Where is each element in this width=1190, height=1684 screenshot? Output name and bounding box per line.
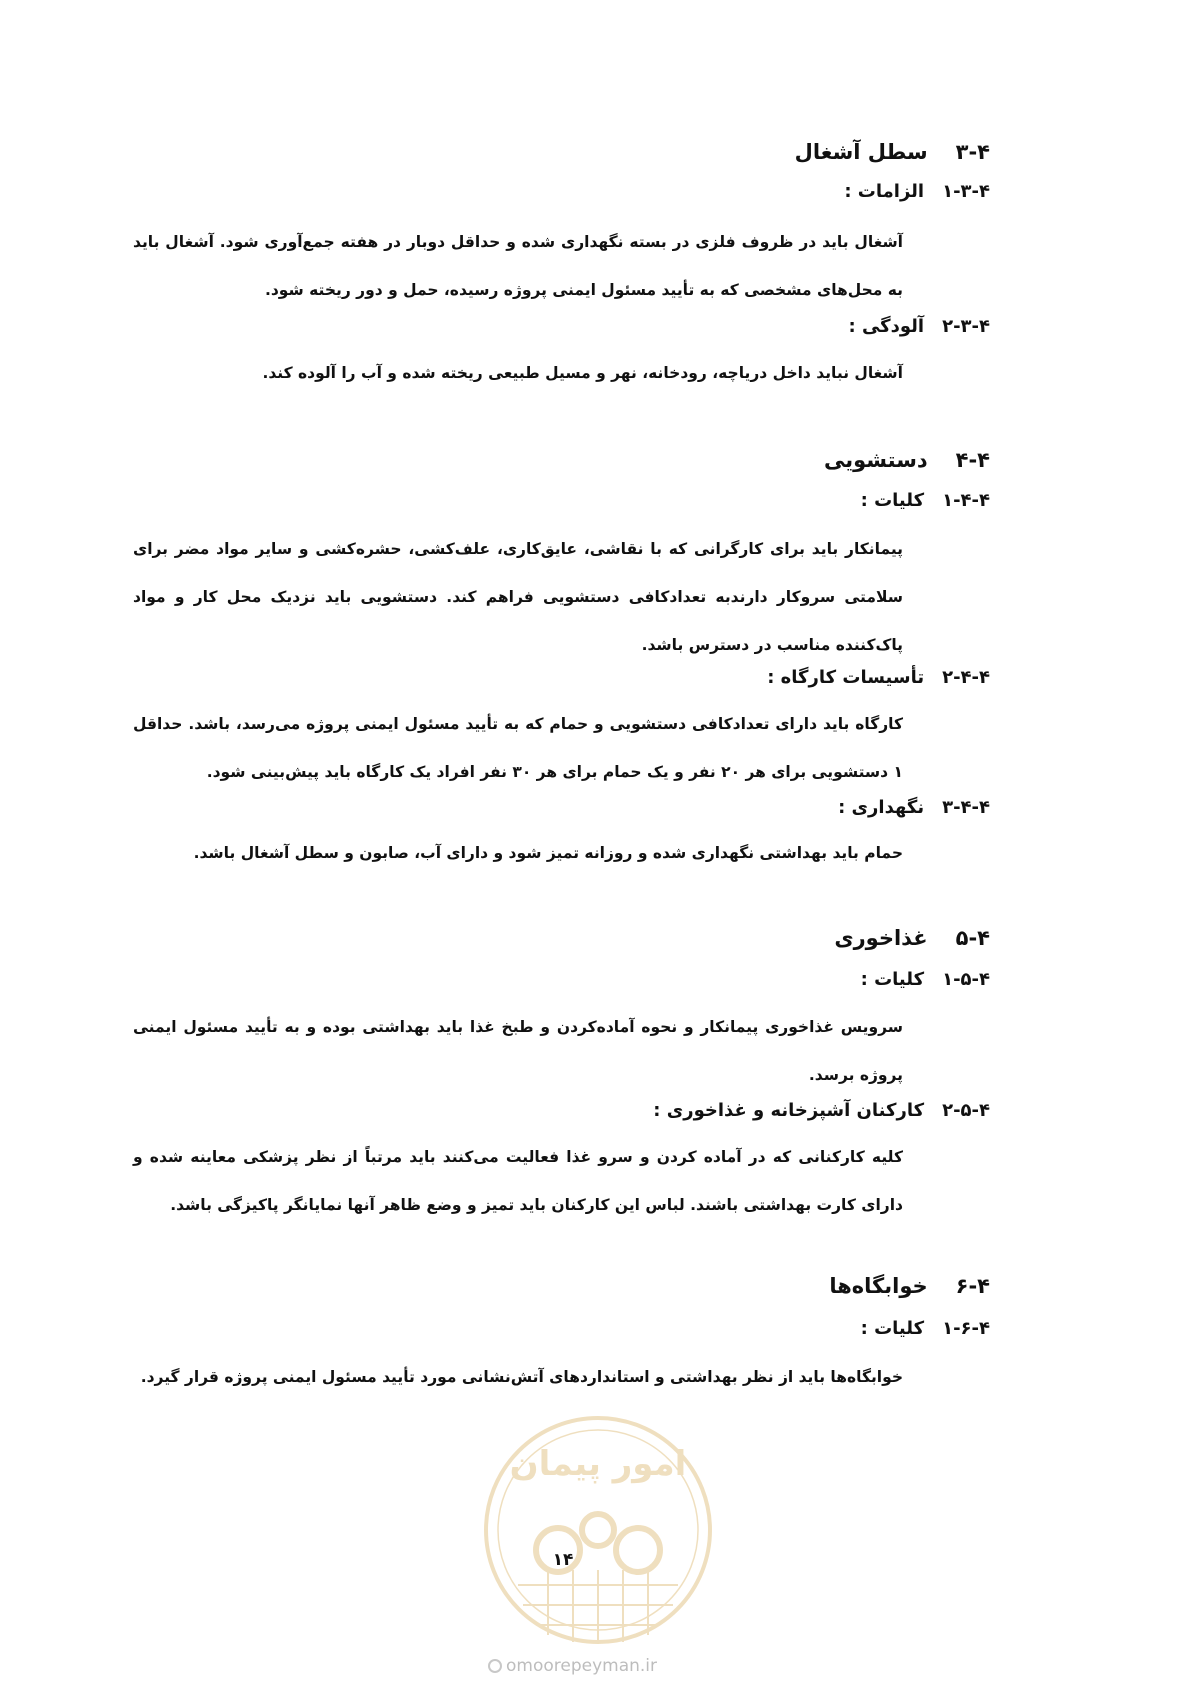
paragraph: سرویس غذاخوری پیمانکار و نحوه آماده‌کردن و طبخ غذا باید بهداشتی بوده و به تأیید مسئول ایمنی پروژه برسد.: [133, 1018, 903, 1084]
section-title: خوابگاه‌ها: [829, 1274, 928, 1298]
subsection-number: ۱-۶-۴: [942, 1318, 990, 1339]
subsection-title: کلیات :: [860, 490, 925, 511]
subsection-title: الزامات :: [844, 181, 925, 202]
section-number: ۶-۴: [955, 1274, 990, 1298]
watermark-logo: [478, 1410, 718, 1650]
section-title: دستشویی: [823, 448, 928, 472]
paragraph: آشغال باید در ظروف فلزی در بسته نگهداری شده و حداقل دوبار در هفته جمع‌آوری شود. آشغال باید به محل‌های مشخصی که به تأیید مسئول ایمنی پروژه رسیده، حمل و دور ریخته شود.: [133, 233, 903, 299]
section-title: سطل آشغال: [794, 140, 928, 164]
paragraph: کلیه کارکنانی که در آماده کردن و سرو غذا فعالیت می‌کنند باید مرتباً از نظر پزشکی معاینه شده و دارای کارت بهداشتی باشند. لباس این کارکنان باید تمیز و وضع ظاهر آنها نمایانگر پاکیزگی باشد.: [133, 1148, 903, 1214]
subsection-number: ۱-۳-۴: [942, 181, 990, 202]
section-number: ۳-۴: [955, 140, 990, 164]
page-number: ۱۴: [552, 1550, 574, 1570]
paragraph: آشغال نباید داخل دریاچه، رودخانه، نهر و مسیل طبیعی ریخته شده و آب را آلوده کند.: [262, 364, 903, 382]
subsection-heading: [653, 1100, 990, 1121]
subsection-number: ۱-۵-۴: [942, 969, 990, 990]
paragraph: پیمانکار باید برای کارگرانی که با نقاشی، عایق‌کاری، علف‌کشی، حشره‌کشی و سایر مواد مضر برای سلامتی سروکار دارندبه تعدادکافی دستشویی فراهم کند. دستشویی باید نزدیک محل کار و مواد پاک‌کننده مناسب در دسترس باشد.: [133, 540, 903, 654]
subsection-heading: [767, 667, 990, 688]
subsection-title: نگهداری :: [838, 797, 925, 818]
section-title: غذاخوری: [834, 926, 928, 950]
subsection-number: ۲-۳-۴: [942, 316, 990, 337]
subsection-title: کلیات :: [860, 1318, 925, 1339]
subsection-number: ۱-۴-۴: [942, 490, 990, 511]
paragraph: کارگاه باید دارای تعدادکافی دستشویی و حمام که به تأیید مسئول ایمنی پروژه می‌رسد، باشد. حداقل ۱ دستشویی برای هر ۲۰ نفر و یک حمام برای هر ۳۰ نفر افراد یک کارگاه باید پیش‌بینی شود.: [133, 715, 903, 781]
subsection-heading: [861, 1318, 990, 1339]
subsection-heading: [844, 181, 990, 202]
subsection-number: ۲-۴-۴: [942, 667, 990, 688]
watermark-logo-text: امور پیمان: [509, 1444, 687, 1484]
section-heading: [824, 448, 990, 472]
footer-watermark: [488, 1656, 657, 1676]
section-heading: [795, 140, 990, 164]
subsection-heading: [848, 316, 990, 337]
subsection-title: آلودگی :: [848, 316, 925, 337]
subsection-heading: [838, 797, 990, 818]
subsection-title: کلیات :: [860, 969, 925, 990]
subsection-number: ۳-۴-۴: [942, 797, 990, 818]
subsection-title: تأسیسات کارگاه :: [767, 667, 925, 688]
section-number: ۵-۴: [955, 926, 990, 950]
footer-url: omoorepeyman.ir: [506, 1656, 658, 1676]
section-heading: [834, 926, 990, 950]
section-heading: [829, 1274, 990, 1298]
subsection-title: کارکنان آشپزخانه و غذاخوری :: [653, 1100, 925, 1121]
paragraph: خوابگاه‌ها باید از نظر بهداشتی و استانداردهای آتش‌نشانی مورد تأیید مسئول ایمنی پروژه قرار گیرد.: [140, 1368, 903, 1386]
paragraph: حمام باید بهداشتی نگهداری شده و روزانه تمیز شود و دارای آب، صابون و سطل آشغال باشد.: [193, 844, 903, 862]
subsection-heading: [861, 969, 990, 990]
subsection-heading: [861, 490, 990, 511]
section-number: ۴-۴: [955, 448, 990, 472]
subsection-number: ۲-۵-۴: [942, 1100, 990, 1121]
globe-icon: [488, 1659, 502, 1673]
